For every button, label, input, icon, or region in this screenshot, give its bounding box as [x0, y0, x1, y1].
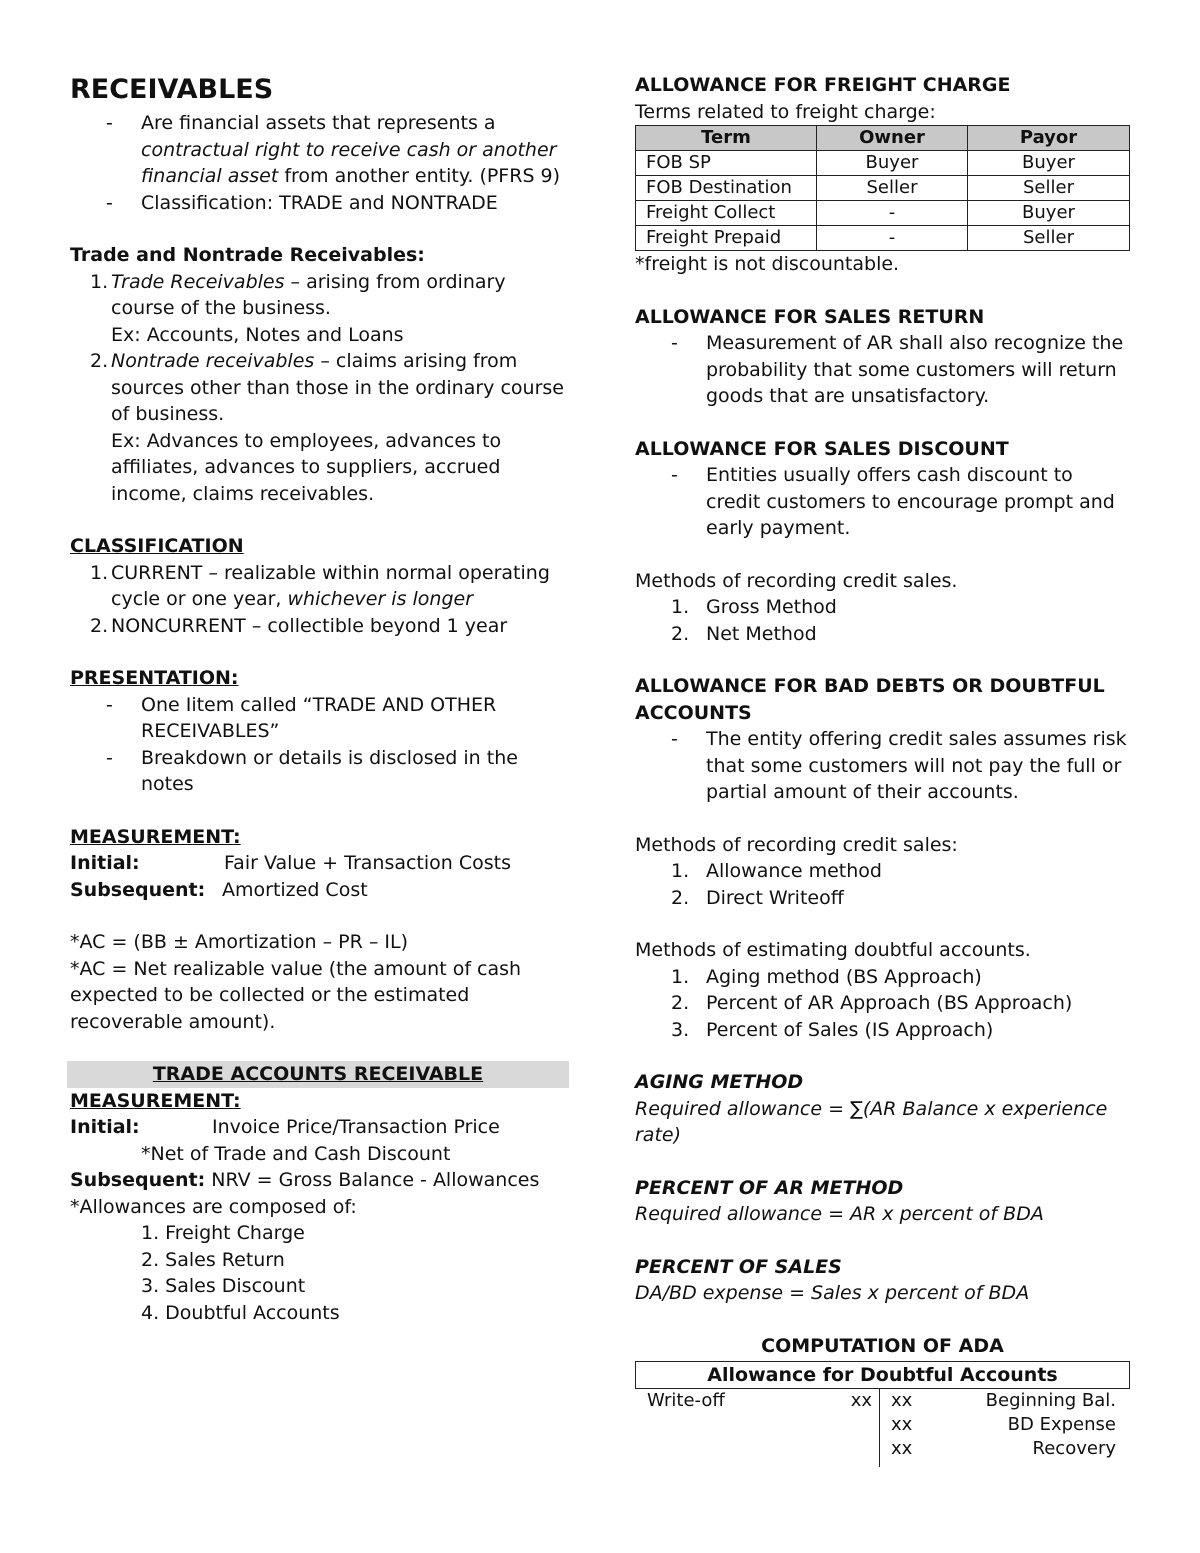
t-account	[635, 1361, 1130, 1467]
percent-ar-formula: Required allowance = AR x percent of BDA	[635, 1203, 1044, 1225]
bad-debts-bullet: - The entity offering credit sales assumes risk that some customers will not pay the full or partial amount of their accounts.	[635, 726, 1130, 806]
freight-note: *freight is not discountable.	[635, 253, 900, 275]
table-row: FOB SP Buyer Buyer	[636, 151, 1130, 176]
sales-return-heading: ALLOWANCE FOR SALES RETURN	[635, 305, 985, 328]
trade-ar-initial: Initial: Invoice Price/Transaction Price	[70, 1116, 500, 1138]
t-account-title: Allowance for Doubtful Accounts	[635, 1361, 1130, 1389]
trade-receivables-item: 1. Trade Receivables – arising from ordinary course of the business.	[90, 270, 506, 319]
presentation-bullet-1: - One Iitem called “TRADE AND OTHER RECEIVABLES”	[70, 692, 570, 745]
percent-sales-heading: PERCENT OF SALES	[635, 1255, 842, 1278]
list-item: 1. Aging method (BS Approach)	[671, 965, 982, 988]
table-header: Payor	[968, 126, 1130, 151]
ac-formula: *AC = (BB ± Amortization – PR – IL)	[70, 931, 409, 953]
list-item: 2. Direct Writeoff	[671, 886, 844, 909]
ac-definition: *AC = Net realizable value (the amount of cash expected to be collected or the estimated recoverable amount).	[70, 957, 522, 1033]
allowance-item: 2. Sales Return	[141, 1248, 285, 1271]
measurement-initial: Initial: Fair Value + Transaction Costs	[70, 852, 512, 874]
aging-formula: Required allowance = ∑(AR Balance x experience rate)	[635, 1097, 1108, 1146]
allowance-item: 4. Doubtful Accounts	[141, 1301, 340, 1324]
allowance-item: 3. Sales Discount	[141, 1275, 306, 1297]
trade-ar-subsequent: Subsequent: NRV = Gross Balance - Allowances	[70, 1169, 540, 1191]
aging-heading: AGING METHOD	[635, 1071, 804, 1093]
trade-nontrade-heading: Trade and Nontrade Receivables:	[70, 244, 425, 266]
percent-ar-heading: PERCENT OF AR METHOD	[635, 1176, 904, 1199]
bad-debts-heading: ALLOWANCE FOR BAD DEBTS OR DOUBTFUL ACCOUNTS	[635, 675, 1105, 724]
classification-heading: CLASSIFICATION	[70, 535, 244, 557]
intro-bullet-1: - Are financial assets that represents a contractual right to receive cash or another financial asset from another entity. (PFRS 9)	[70, 110, 570, 190]
recording-methods-intro-2: Methods of recording credit sales:	[635, 833, 958, 856]
classification-noncurrent: 2. NONCURRENT – collectible beyond 1 year	[90, 614, 508, 637]
table-row: Freight Collect - Buyer	[636, 201, 1130, 226]
table-header: Term	[636, 126, 817, 151]
presentation-heading: PRESENTATION:	[70, 667, 239, 689]
nontrade-receivables-item: 2. Nontrade receivables – claims arising from sources other than those in the ordinary course of business.	[90, 350, 564, 425]
trade-ar-banner: TRADE ACCOUNTS RECEIVABLE	[67, 1061, 569, 1088]
list-item: 1. Gross Method	[671, 596, 837, 618]
freight-table	[635, 125, 1130, 251]
freight-intro: Terms related to freight charge:	[635, 100, 936, 123]
estimating-methods-intro: Methods of estimating doubtful accounts.	[635, 939, 1031, 961]
table-row: Freight Prepaid - Seller	[636, 226, 1130, 251]
list-item: 1. Allowance method	[671, 860, 882, 882]
sales-discount-heading: ALLOWANCE FOR SALES DISCOUNT	[635, 437, 1009, 460]
allowances-intro: *Allowances are composed of:	[70, 1195, 357, 1218]
freight-heading: ALLOWANCE FOR FREIGHT CHARGE	[635, 74, 1011, 96]
t-account-row: xx Recovery	[891, 1438, 1116, 1459]
recording-methods-intro: Methods of recording credit sales.	[635, 569, 958, 592]
computation-heading: COMPUTATION OF ADA	[761, 1334, 1004, 1357]
allowance-item: 1. Freight Charge	[141, 1222, 305, 1244]
trade-ar-measurement-heading: MEASUREMENT:	[70, 1089, 241, 1112]
right-column	[635, 72, 1130, 1467]
trade-ar-initial-note: *Net of Trade and Cash Discount	[141, 1142, 451, 1165]
table-header: Owner	[817, 126, 968, 151]
trade-receivables-example: Ex: Accounts, Notes and Loans	[111, 323, 404, 346]
list-item: 2. Percent of AR Approach (BS Approach)	[671, 992, 1073, 1014]
list-item: 3. Percent of Sales (IS Approach)	[671, 1018, 994, 1041]
presentation-bullet-2: - Breakdown or details is disclosed in the notes	[70, 745, 570, 798]
measurement-subsequent: Subsequent: Amortized Cost	[70, 878, 368, 901]
percent-sales-formula: DA/BD expense = Sales x percent of BDA	[635, 1282, 1030, 1304]
nontrade-receivables-example: Ex: Advances to employees, advances to affiliates, advances to suppliers, accrued income, claims receivables.	[111, 429, 502, 505]
sales-discount-bullet: - Entities usually offers cash discount to credit customers to encourage prompt and early payment.	[635, 462, 1130, 542]
measurement-heading: MEASUREMENT:	[70, 825, 241, 848]
t-account-body	[635, 1389, 1130, 1467]
classification-current: 1. CURRENT – realizable within normal operating cycle or one year, whichever is longer	[90, 561, 550, 610]
t-account-row: xx BD Expense	[891, 1414, 1116, 1435]
t-account-row: Write-off xx xx Beginning Bal.	[647, 1390, 1116, 1411]
table-row: FOB Destination Seller Seller	[636, 176, 1130, 201]
intro-bullet-2: - Classification: TRADE and NONTRADE	[70, 190, 570, 217]
sales-return-bullet: - Measurement of AR shall also recognize the probability that some customers will return goods that are unsatisfactory.	[635, 330, 1130, 410]
list-item: 2. Net Method	[671, 622, 817, 645]
left-column	[70, 72, 570, 1326]
page-title: RECEIVABLES	[70, 74, 274, 105]
